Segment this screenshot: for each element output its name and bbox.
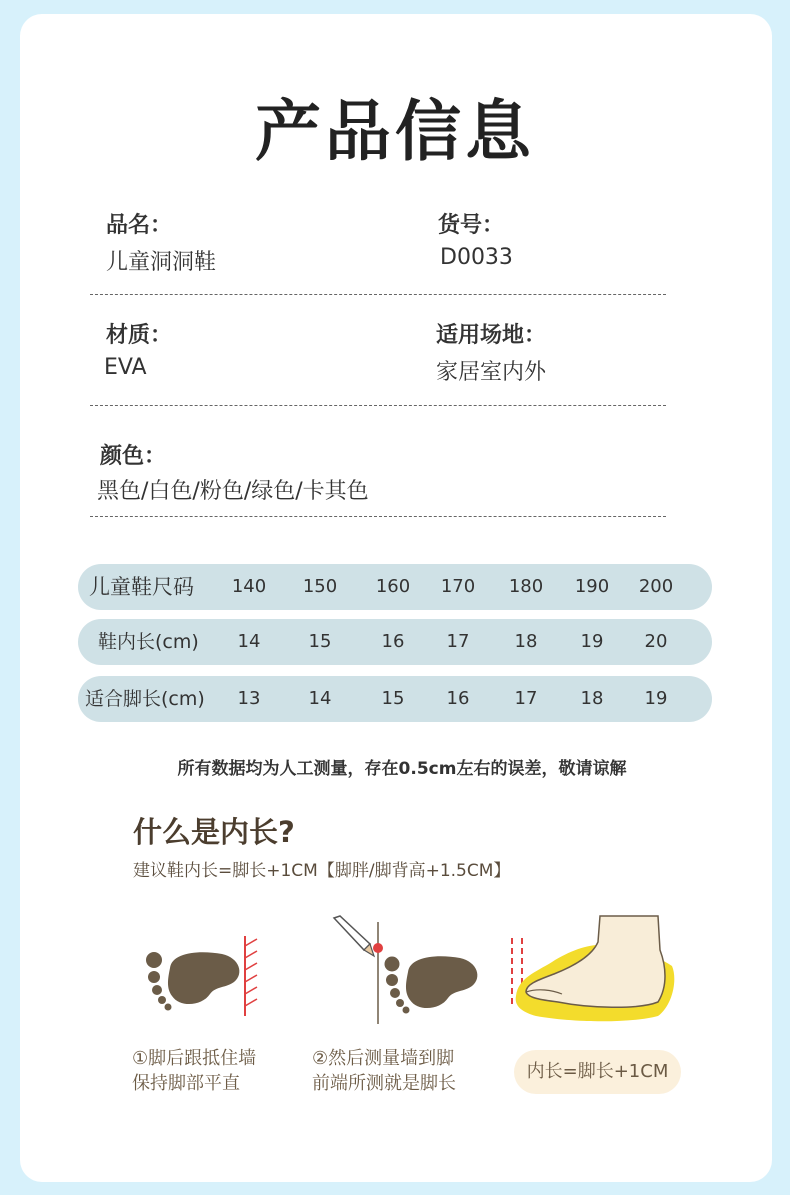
step-1-text [132, 1046, 256, 1096]
name-label: 品名： [106, 213, 173, 238]
table-cell: 14 [237, 631, 261, 652]
step-1-line-1: ①脚后跟抵住墙 [132, 1048, 257, 1069]
code-label: 货号： [438, 213, 505, 238]
table-cell: 170 [440, 576, 476, 597]
table-cell: 200 [638, 576, 674, 597]
footprint-icon [380, 946, 485, 1018]
table-cell: 15 [308, 631, 332, 652]
table-cell: 14 [308, 688, 332, 709]
table-cell: 18 [580, 688, 604, 709]
inner-length-formula-badge: 内长=脚长+1CM [514, 1050, 681, 1094]
name-value: 儿童洞洞鞋 [106, 250, 217, 275]
footprint-icon [140, 940, 250, 1015]
row-header: 适合脚长(cm) [85, 688, 205, 710]
table-cell: 20 [644, 631, 668, 652]
table-cell: 17 [514, 688, 538, 709]
row-header: 鞋内长(cm) [98, 631, 199, 653]
color-value: 黑色/白色/粉色/绿色/卡其色 [97, 479, 369, 504]
inner-length-row [78, 619, 712, 665]
color-label: 颜色： [100, 444, 167, 469]
table-cell: 160 [375, 576, 411, 597]
table-cell: 140 [231, 576, 267, 597]
table-cell: 150 [302, 576, 338, 597]
guide-title: 什么是内长? [133, 815, 295, 849]
size-row [78, 564, 712, 610]
page-title: 产品信息 [255, 93, 535, 170]
code-value: D0033 [440, 245, 513, 270]
table-cell: 190 [574, 576, 610, 597]
table-cell: 16 [381, 631, 405, 652]
table-cell: 180 [508, 576, 544, 597]
wall-icon [242, 936, 262, 1016]
table-cell: 19 [644, 688, 668, 709]
divider [90, 294, 666, 295]
divider [90, 405, 666, 406]
table-cell: 13 [237, 688, 261, 709]
material-label: 材质： [106, 323, 173, 348]
scene-value: 家居室内外 [436, 360, 547, 385]
measurement-note: 所有数据均为人工测量，存在0.5cm左右的误差，敬请谅解 [177, 759, 627, 779]
step-2-line-1: ②然后测量墙到脚 [312, 1048, 455, 1069]
step-1-line-2: 保持脚部平直 [132, 1073, 240, 1094]
table-cell: 18 [514, 631, 538, 652]
step-2-text [312, 1046, 456, 1096]
table-cell: 15 [381, 688, 405, 709]
table-cell: 16 [446, 688, 470, 709]
foot-length-row [78, 676, 712, 722]
scene-label: 适用场地： [436, 323, 547, 348]
divider [90, 516, 666, 517]
foot-in-shoe-icon [508, 916, 678, 1028]
row-header: 儿童鞋尺码 [89, 575, 194, 599]
guide-formula: 建议鞋内长=脚长+1CM【脚胖/脚背高+1.5CM】 [133, 861, 511, 881]
table-cell: 17 [446, 631, 470, 652]
material-value: EVA [104, 355, 147, 380]
step-2-line-2: 前端所测就是脚长 [312, 1073, 456, 1094]
table-cell: 19 [580, 631, 604, 652]
